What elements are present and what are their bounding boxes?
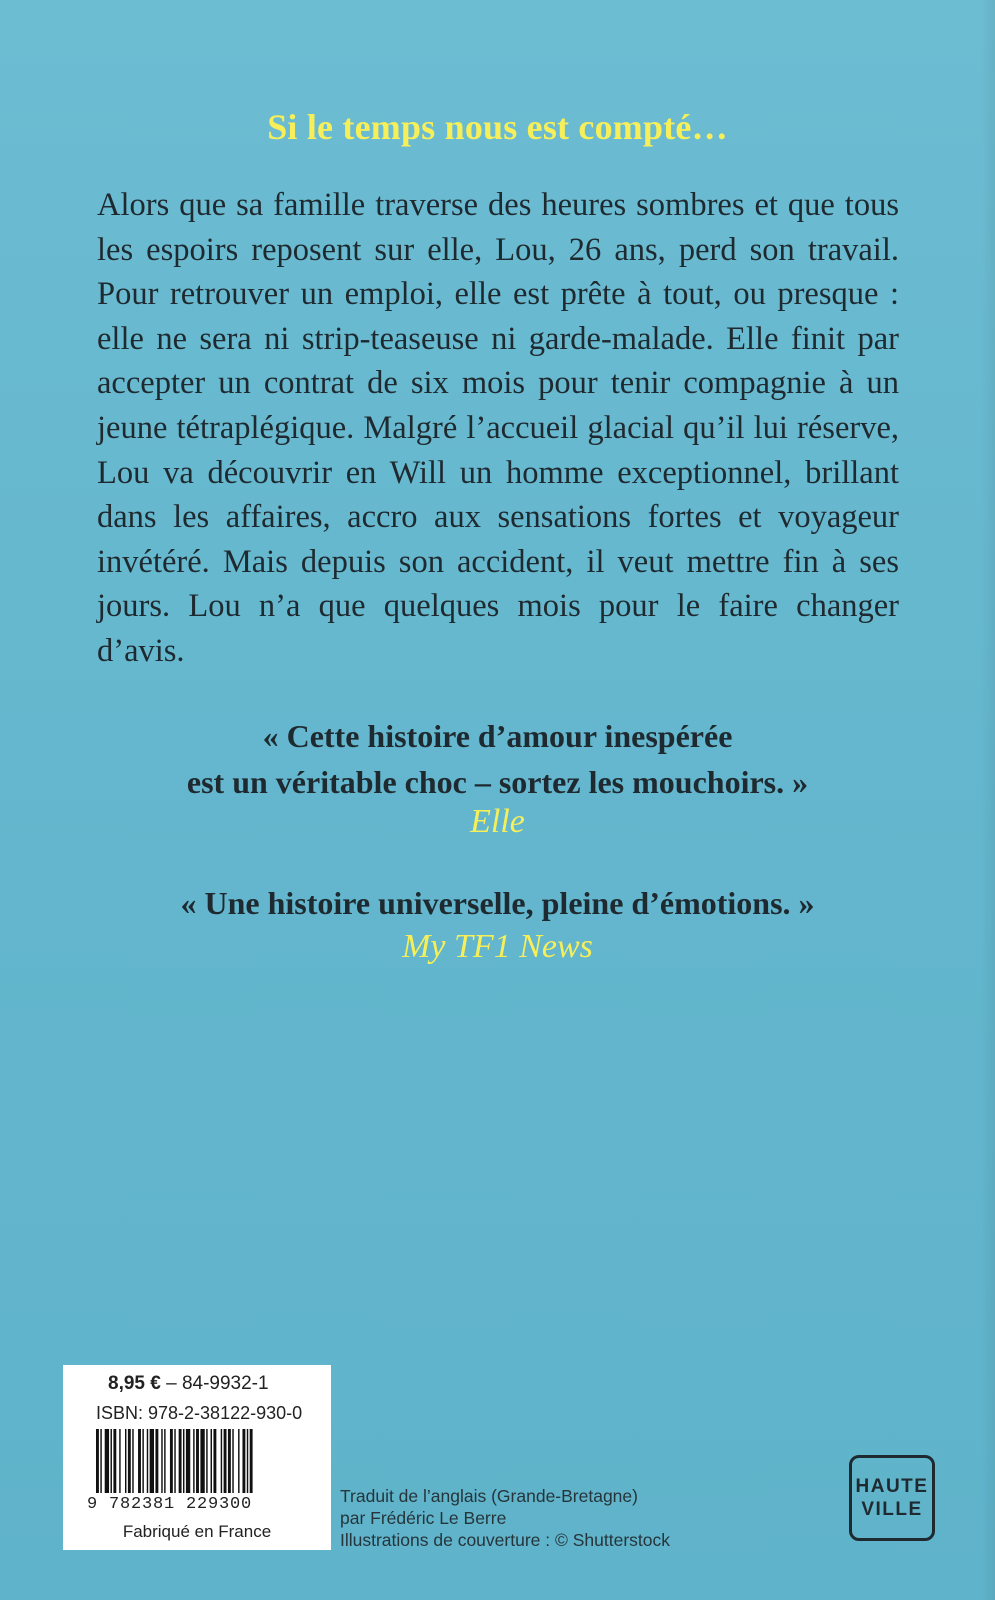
barcode-bar xyxy=(186,1429,190,1493)
barcode-label xyxy=(63,1365,331,1550)
barcode-bar xyxy=(242,1429,245,1493)
barcode-bar xyxy=(100,1429,101,1493)
barcode-digits: 9 782381 229300 xyxy=(87,1495,253,1514)
barcode-bar xyxy=(161,1429,162,1493)
press-quote-2-line-1: « Une histoire universelle, pleine d’émotions. » xyxy=(180,885,815,921)
press-quote-1 xyxy=(0,713,995,805)
barcode-bar xyxy=(155,1429,158,1493)
barcode-bar xyxy=(147,1429,148,1493)
press-quote-2 xyxy=(0,880,995,926)
barcode-bar xyxy=(250,1429,253,1493)
barcode-bar xyxy=(142,1429,143,1493)
barcode-bar xyxy=(196,1429,199,1493)
barcode-bar xyxy=(224,1429,227,1493)
tagline: Si le temps nous est compté… xyxy=(267,107,728,147)
isbn: ISBN: 978-2-38122-930-0 xyxy=(96,1403,303,1423)
barcode-bar xyxy=(170,1429,173,1493)
publisher-logo xyxy=(849,1455,935,1541)
barcode-bar xyxy=(211,1429,212,1493)
barcode-icon xyxy=(96,1429,304,1493)
barcode-bar xyxy=(213,1429,216,1493)
barcode-bar xyxy=(200,1429,204,1493)
barcode-bar xyxy=(105,1429,109,1493)
price-line xyxy=(108,1373,269,1395)
made-in-label: Fabriqué en France xyxy=(122,1522,272,1541)
credits xyxy=(340,1485,670,1551)
barcode-bar xyxy=(119,1429,120,1493)
barcode-bar xyxy=(138,1429,141,1493)
publisher-logo-line-2: VILLE xyxy=(861,1499,923,1520)
product-code: – 84-9932-1 xyxy=(166,1373,269,1394)
barcode-bar xyxy=(228,1429,231,1493)
barcode-bar xyxy=(179,1429,182,1493)
barcode-bar xyxy=(174,1429,175,1493)
barcode-bar xyxy=(193,1429,194,1493)
price: 8,95 € xyxy=(108,1373,161,1394)
credits-translator: par Frédéric Le Berre xyxy=(340,1508,507,1528)
press-quote-1-line-2: est un véritable choc – sortez les mouchoirs. » xyxy=(186,764,809,800)
barcode-bar xyxy=(96,1429,99,1493)
barcode-bar xyxy=(164,1429,165,1493)
barcode-bar xyxy=(150,1429,154,1493)
publisher-logo-line-1: HAUTE xyxy=(855,1476,929,1497)
barcode-bar xyxy=(206,1429,207,1493)
credits-translation: Traduit de l’anglais (Grande-Bretagne) xyxy=(340,1486,638,1506)
barcode-bar xyxy=(111,1429,112,1493)
blurb-paragraph: Alors que sa famille traverse des heures sombres et que tous les espoirs reposent sur elle, Lou, 26 ans, perd son travail. Pour retrouver un emploi, elle est prête à tout, ou presque : elle ne sera ni strip-teaseuse ni garde-malade. Elle finit par accepter un contrat de six mois pour tenir compagnie à un jeune tétraplégique. Malgré l’accueil glacial qu’il lui réserve, Lou va découvrir en Will un homme exceptionnel, brillant dans les affaires, accro aux sensations fortes et voyageur invétéré. Mais depuis son accident, il veut mettre fin à ses jours. Lou n’a que quelques mois pour le faire changer d’avis. xyxy=(97,187,899,669)
press-quote-2-source: My TF1 News xyxy=(402,928,593,965)
barcode-bar xyxy=(247,1429,248,1493)
press-quote-1-source: Elle xyxy=(470,803,525,840)
barcode-bar xyxy=(183,1429,184,1493)
barcode-bar xyxy=(232,1429,233,1493)
barcode-bar xyxy=(125,1429,126,1493)
barcode-bar xyxy=(221,1429,222,1493)
credits-illustrations: Illustrations de couverture : © Shutterstock xyxy=(340,1530,670,1550)
barcode-bar xyxy=(128,1429,131,1493)
barcode-bar xyxy=(113,1429,116,1493)
barcode-bar xyxy=(132,1429,133,1493)
barcode-bar xyxy=(238,1429,239,1493)
press-quote-1-line-1: « Cette histoire d’amour inespérée xyxy=(262,718,733,754)
